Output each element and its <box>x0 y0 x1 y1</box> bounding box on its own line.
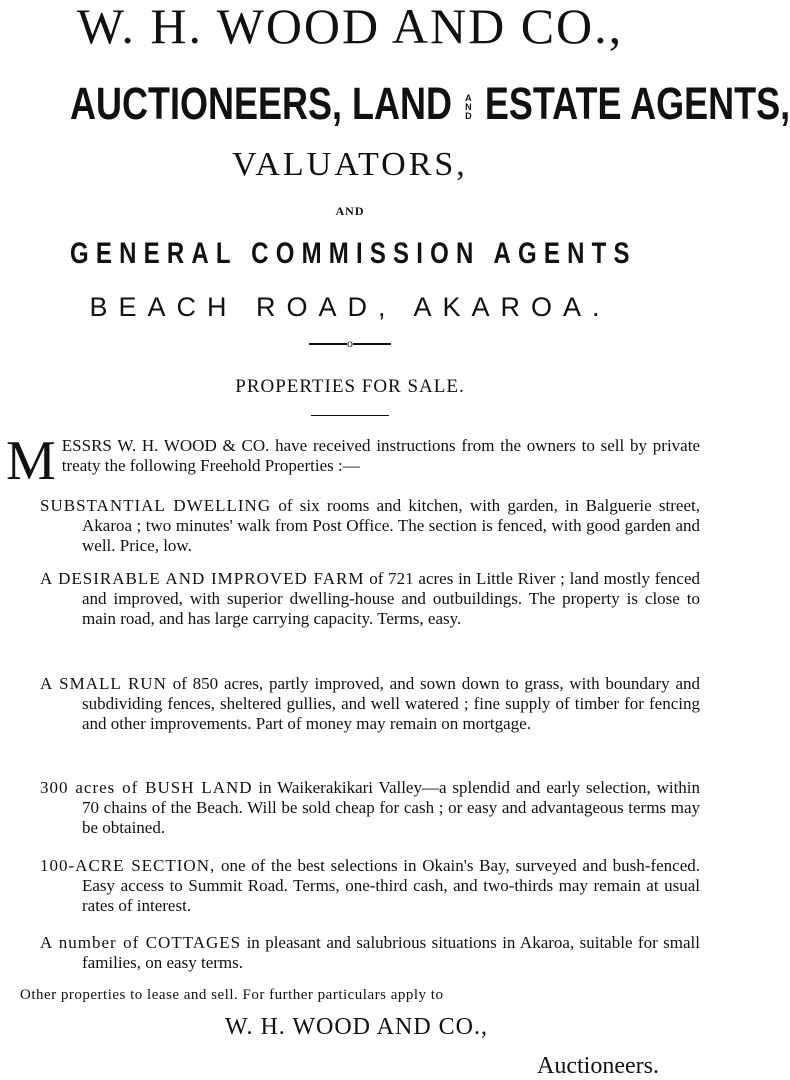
listing-lead: A DESIRABLE AND IMPROVED FARM <box>40 569 365 588</box>
listing-text: in Waikerakikari Valley—a splendid and early selection, within 70 chains of the Beach. Will be sold cheap for cash ; or easy and advantageous terms may be obtained. <box>82 778 701 837</box>
listing-item <box>40 933 700 973</box>
listing-item <box>40 856 700 916</box>
listing-text: in pleasant and salubrious situations in Akaroa, suitable for small families, on easy terms. <box>82 933 700 972</box>
listing-text: of 850 acres, partly improved, and sown down to grass, with boundary and subdividing fences, sheltered gullies, and well watered ; fine supply of timber for fencing and other improvements. Part of money may remain on mortgage. <box>82 674 701 733</box>
commission-agents-heading: GENERAL COMMISSION AGENTS <box>70 237 637 270</box>
headline <box>70 76 790 132</box>
intro-paragraph <box>6 430 700 492</box>
listing-lead: A SMALL RUN <box>40 674 167 693</box>
and-letter-a: A <box>465 92 472 103</box>
listing-item <box>40 778 700 838</box>
listing-lead: SUBSTANTIAL DWELLING <box>40 496 272 515</box>
valuators-heading: VALUATORS, <box>232 146 468 183</box>
firm-name-heading: W. H. WOOD AND CO., <box>76 0 624 54</box>
ornament-divider <box>0 336 700 351</box>
listing-item <box>40 569 700 629</box>
listing-item <box>40 674 700 734</box>
listing-text: of 721 acres in Little River ; land mostly fenced and improved, with superior dwelling-house and outbuildings. The property is close to main road, and has large carrying capacity. Terms, easy. <box>82 569 700 628</box>
headline-left: AUCTIONEERS, LAND <box>70 78 453 129</box>
listing-item <box>40 496 700 556</box>
headline-right: ESTATE AGENTS, <box>484 78 790 129</box>
ornament-dash-right <box>353 343 391 345</box>
intro-text: ESSRS W. H. WOOD & CO. have received instructions from the owners to sell by private treaty the following Freehold Properties :— <box>61 436 700 475</box>
listing-text: of six rooms and kitchen, with garden, in Balguerie street, Akaroa ; two minutes' walk from Post Office. The section is fenced, with good garden and well. Price, low. <box>82 496 701 555</box>
section-title: PROPERTIES FOR SALE. <box>235 376 465 397</box>
footer-note: Other properties to lease and sell. For further particulars apply to <box>20 987 444 1003</box>
headline-and-stack <box>460 94 476 121</box>
and-letter-n: N <box>465 101 472 112</box>
address-line: BEACH ROAD, AKAROA. <box>89 292 611 322</box>
ornament-circle: o <box>347 336 353 350</box>
listing-lead: A number of COTTAGES <box>40 933 242 952</box>
listing-lead: 300 acres of BUSH LAND <box>40 778 253 797</box>
signoff: Auctioneers. <box>537 1053 659 1079</box>
footer-firm-name: W. H. WOOD AND CO., <box>225 1014 489 1040</box>
and-connector: AND <box>335 204 365 218</box>
drop-cap: M <box>6 430 56 492</box>
section-rule <box>311 415 389 416</box>
listing-text: one of the best selections in Okain's Bay, surveyed and bush-fenced. Easy access to Summit Road. Terms, one-third cash, and two-thirds may remain at usual rates of interest. <box>82 856 701 915</box>
ornament-dash-left <box>309 343 347 345</box>
and-letter-d: D <box>465 110 472 121</box>
listing-lead: 100-ACRE SECTION, <box>40 856 216 875</box>
